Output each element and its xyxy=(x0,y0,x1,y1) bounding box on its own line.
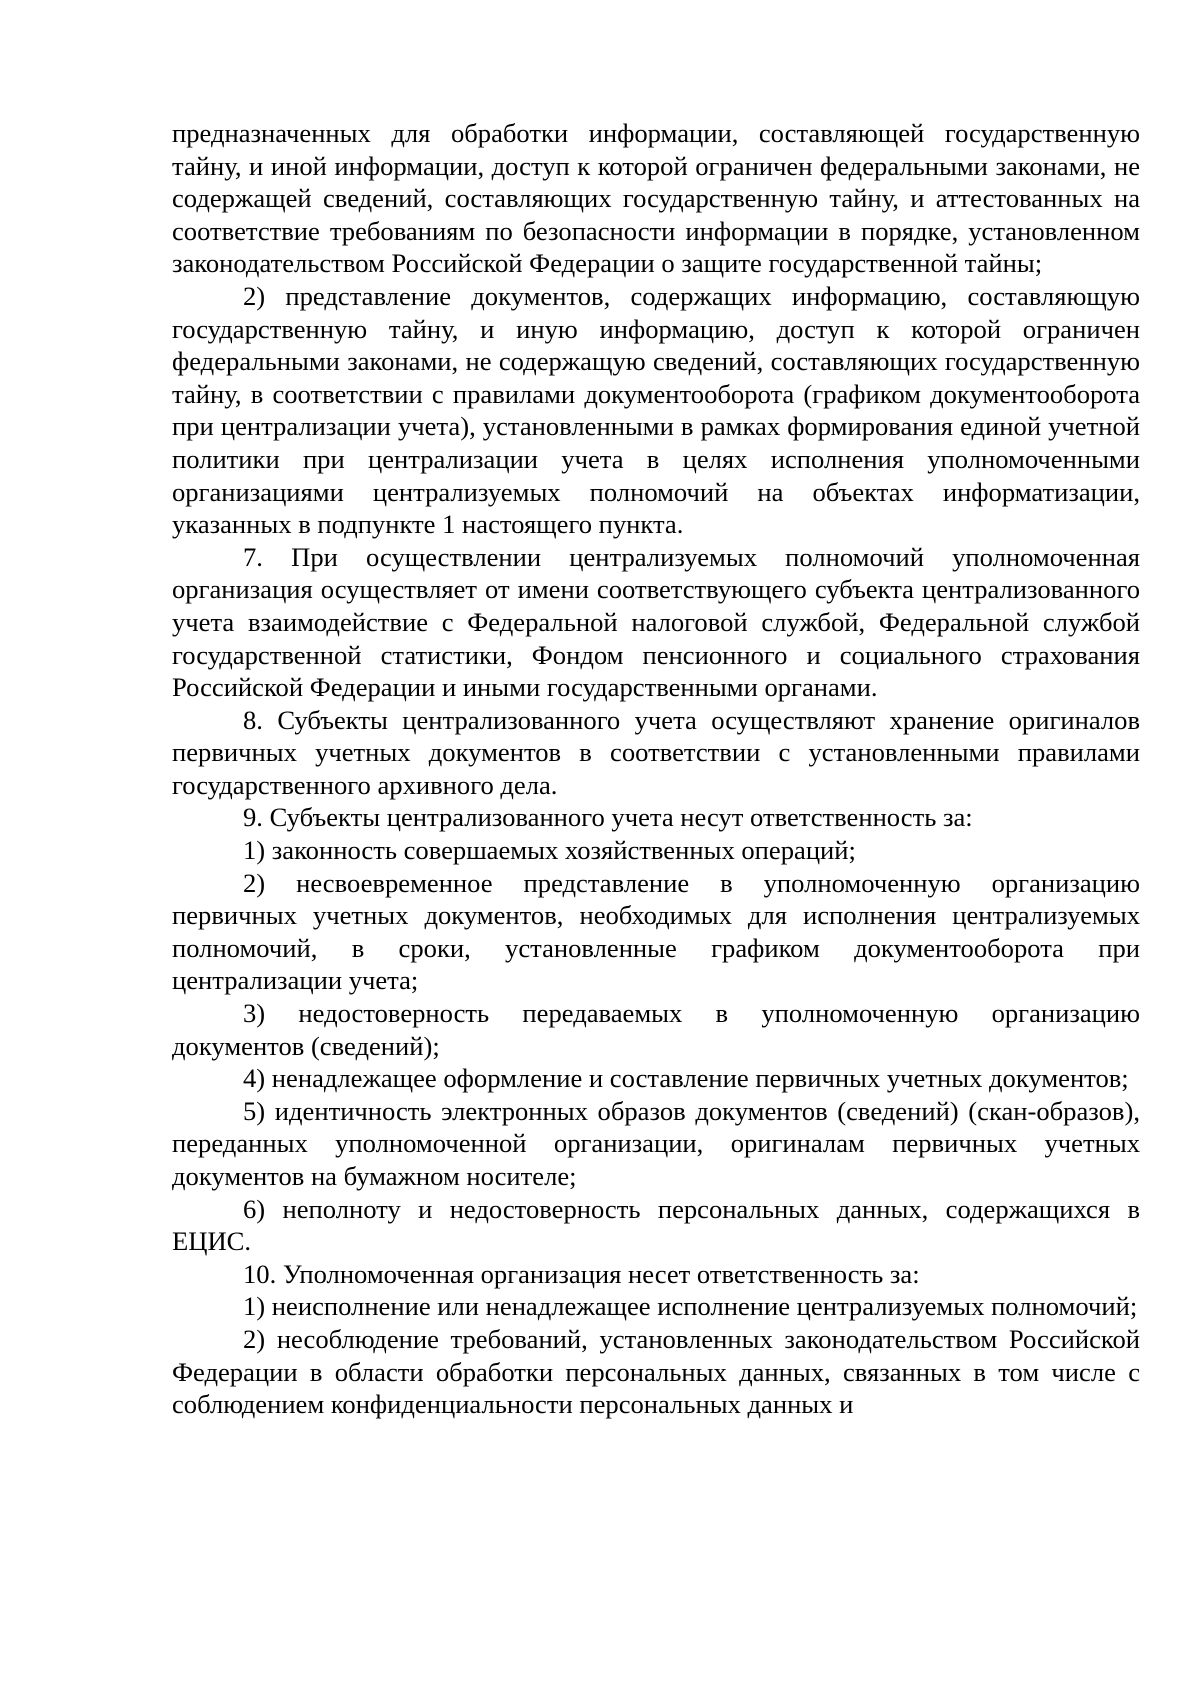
paragraph-clause-9-item-5: 5) идентичность электронных образов документов (сведений) (скан-образов), переданных уполномоченной организации, оригиналам первичных учетных документов на бумажном носителе; xyxy=(172,1095,1140,1191)
paragraph-clause-9-item-3: 3) недостоверность передаваемых в уполномоченную организацию документов (сведений); xyxy=(172,998,1140,1061)
paragraph-clause-10-item-2: 2) несоблюдение требований, установленных законодательством Российской Федерации в области обработки персональных данных, связанных в том числе с соблюдением конфиденциальности персональных данных и xyxy=(172,1323,1140,1420)
paragraph-clause-9-item-4: 4) ненадлежащее оформление и составление первичных учетных документов; xyxy=(243,1063,1129,1094)
paragraph-clause-9-item-1: 1) законность совершаемых хозяйственных операций; xyxy=(243,835,856,866)
paragraph-clause-9-item-2: 2) несвоевременное представление в уполномоченную организацию первичных учетных документов, необходимых для исполнения централизуемых полномочий, в сроки, установленные графиком документооборота при централизации учета; xyxy=(172,867,1140,996)
paragraph-clause-9: 9. Субъекты централизованного учета несут ответственность за: xyxy=(243,802,973,833)
paragraph-clause-10: 10. Уполномоченная организация несет ответственность за: xyxy=(243,1258,920,1289)
document-body xyxy=(172,117,1140,1421)
paragraph-clause-9-item-6: 6) неполноту и недостоверность персональных данных, содержащихся в ЕЦИС. xyxy=(172,1193,1140,1257)
paragraph-clause-10-item-1: 1) неисполнение или ненадлежащее исполнение централизуемых полномочий; xyxy=(243,1291,1138,1322)
paragraph-continuation: предназначенных для обработки информации, составляющей государственную тайну, и иной информации, доступ к которой ограничен федеральными законами, не содержащей сведений, составляющих государственную тайну, и аттестованных на соответствие требованиям по безопасности информации в порядке, установленном законодательством Российской Федерации о защите государственной тайны; xyxy=(172,118,1140,279)
paragraph-clause-8: 8. Субъекты централизованного учета осуществляют хранение оригиналов первичных учетных документов в соответствии с установленными правилами государственного архивного дела. xyxy=(172,704,1140,800)
paragraph-clause-7: 7. При осуществлении централизуемых полномочий уполномоченная организация осуществляет от имени соответствующего субъекта централизованного учета взаимодействие с Федеральной налоговой службой, Федеральной службой государственной статистики, Фондом пенсионного и социального страхования Российской Федерации и иными государственными органами. xyxy=(172,541,1140,703)
paragraph-item-2-documents: 2) представление документов, содержащих информацию, составляющую государственную тайну, и иную информацию, доступ к которой ограничен федеральными законами, не содержащую сведений, составляющих государственную тайну, в соответствии с правилами документооборота (графиком документооборота при централизации учета), установленными в рамках формирования единой учетной политики при централизации учета в целях исполнения уполномоченными организациями централизуемых полномочий на объектах информатизации, указанных в подпункте 1 настоящего пункта. xyxy=(172,280,1140,540)
